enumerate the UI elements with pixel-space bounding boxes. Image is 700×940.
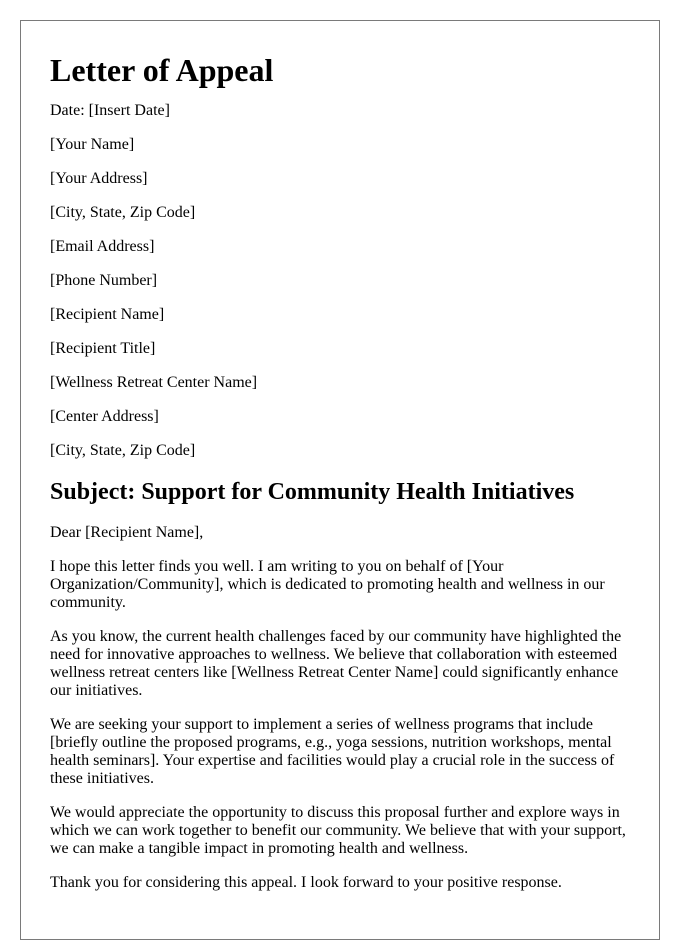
date-line: Date: [Insert Date] bbox=[50, 102, 170, 119]
letter-subject: Subject: Support for Community Health Initiatives bbox=[50, 479, 575, 505]
body-paragraph-intro: I hope this letter finds you well. I am writing to you on behalf of [Your Organization/Community], which is dedicated to promoting health and wellness in our community. bbox=[50, 558, 605, 611]
body-paragraph-discussion: We would appreciate the opportunity to discuss this proposal further and explore ways in which we can work together to benefit our community. We believe that with your support, we can make a tangible impact in promoting health and wellness. bbox=[50, 804, 626, 857]
sender-address: [Your Address] bbox=[50, 170, 148, 187]
sender-name: [Your Name] bbox=[50, 136, 135, 153]
recipient-name: [Recipient Name] bbox=[50, 306, 165, 323]
center-address: [Center Address] bbox=[50, 408, 159, 425]
recipient-title: [Recipient Title] bbox=[50, 340, 156, 357]
letter-header-block bbox=[50, 102, 630, 460]
letter-title: Letter of Appeal bbox=[50, 52, 274, 88]
body-paragraph-challenges: As you know, the current health challenges faced by our community have highlighted the need for innovative approaches to wellness. We believe that collaboration with esteemed wellness retreat centers like [Wellness Retreat Center Name] could significantly enhance our initiatives. bbox=[50, 628, 622, 699]
sender-phone: [Phone Number] bbox=[50, 272, 158, 289]
letter-page bbox=[20, 20, 660, 940]
sender-city-state-zip: [City, State, Zip Code] bbox=[50, 204, 196, 221]
sender-email: [Email Address] bbox=[50, 238, 155, 255]
center-name: [Wellness Retreat Center Name] bbox=[50, 374, 258, 391]
center-city-state-zip: [City, State, Zip Code] bbox=[50, 442, 196, 459]
letter-salutation: Dear [Recipient Name], bbox=[50, 524, 204, 541]
body-paragraph-closing: Thank you for considering this appeal. I look forward to your positive response. bbox=[50, 874, 562, 891]
body-paragraph-programs: We are seeking your support to implement a series of wellness programs that include [briefly outline the proposed programs, e.g., yoga sessions, nutrition workshops, mental health seminars]. Your expertise and facilities would play a crucial role in the success of these initiatives. bbox=[50, 716, 615, 787]
